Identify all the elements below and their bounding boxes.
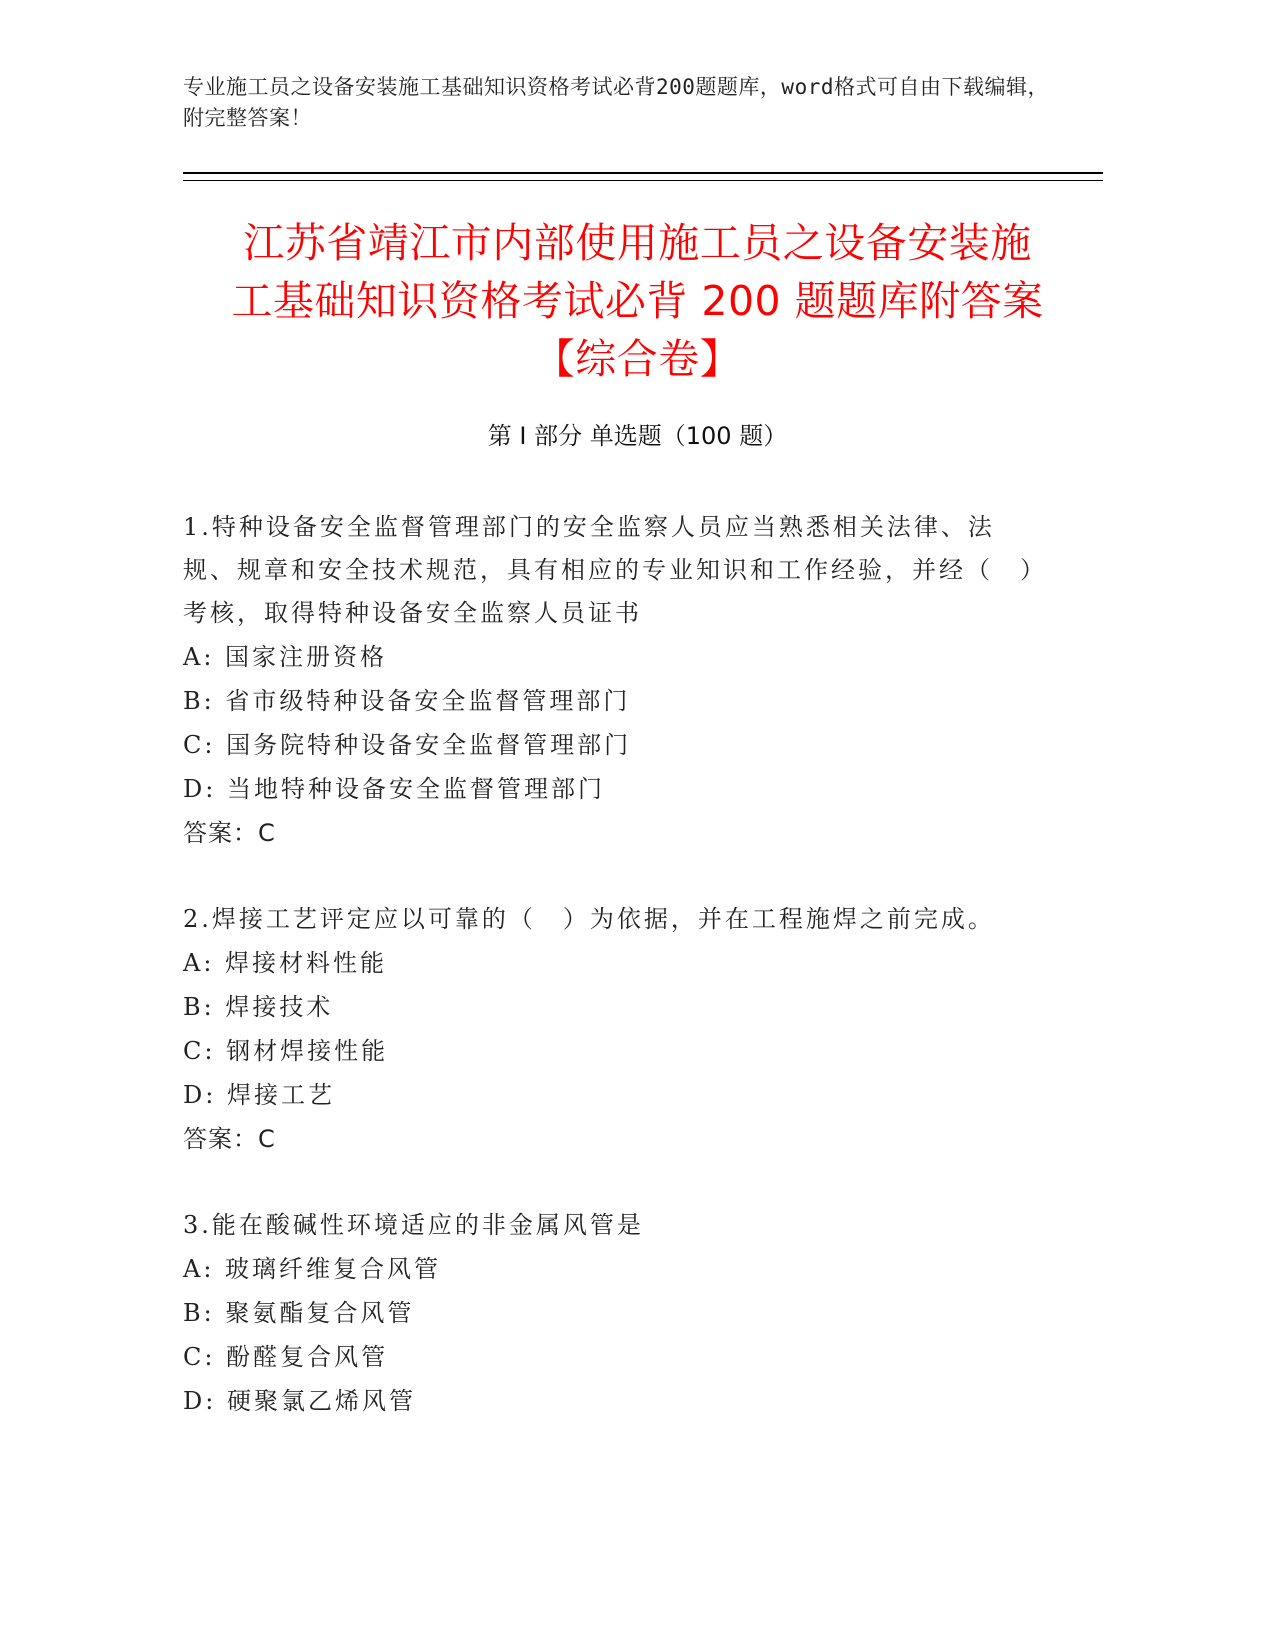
title-line-3: 【综合卷】 [533, 335, 742, 383]
question-stem: 2.焊接工艺评定应以可靠的（ ）为依据，并在工程施焊之前完成。 [183, 905, 995, 933]
question-stem: 1.特种设备安全监督管理部门的安全监察人员应当熟悉相关法律、法规、规章和安全技术规范，具有相应的专业知识和工作经验，并经（ ）考核，取得特种设备安全监察人员证书 [183, 513, 1035, 627]
title-line-1: 江苏省靖江市内部使用施工员之设备安装施 [243, 219, 1032, 267]
question-list [183, 506, 1043, 1466]
option-b: B: 焊接技术 [183, 993, 334, 1021]
option-a: A: 玻璃纤维复合风管 [183, 1255, 442, 1283]
question-3 [183, 1204, 1043, 1423]
option-b: B: 省市级特种设备安全监督管理部门 [183, 687, 631, 715]
section-title: 第 I 部分 单选题（100 题） [487, 422, 788, 450]
answer: 答案：C [183, 819, 276, 847]
option-a: A: 国家注册资格 [183, 643, 388, 671]
header-divider-thin [183, 180, 1103, 181]
title-line-2: 工基础知识资格考试必背 200 题题库附答案 [231, 277, 1044, 325]
option-d: D: 硬聚氯乙烯风管 [183, 1387, 416, 1415]
option-c: C: 酚醛复合风管 [183, 1343, 389, 1371]
header-note: 专业施工员之设备安装施工基础知识资格考试必背200题题库，word格式可自由下载编辑，附完整答案！ [183, 75, 1049, 130]
question-2 [183, 898, 1043, 1161]
header-divider-thick [183, 172, 1103, 174]
option-d: D: 当地特种设备安全监督管理部门 [183, 775, 605, 803]
option-c: C: 国务院特种设备安全监督管理部门 [183, 731, 632, 759]
option-c: C: 钢材焊接性能 [183, 1037, 389, 1065]
question-stem: 3.能在酸碱性环境适应的非金属风管是 [183, 1211, 644, 1239]
answer: 答案：C [183, 1125, 276, 1153]
option-b: B: 聚氨酯复合风管 [183, 1299, 415, 1327]
option-a: A: 焊接材料性能 [183, 949, 388, 977]
question-1 [183, 506, 1043, 855]
option-d: D: 焊接工艺 [183, 1081, 335, 1109]
document-title [150, 214, 1125, 388]
